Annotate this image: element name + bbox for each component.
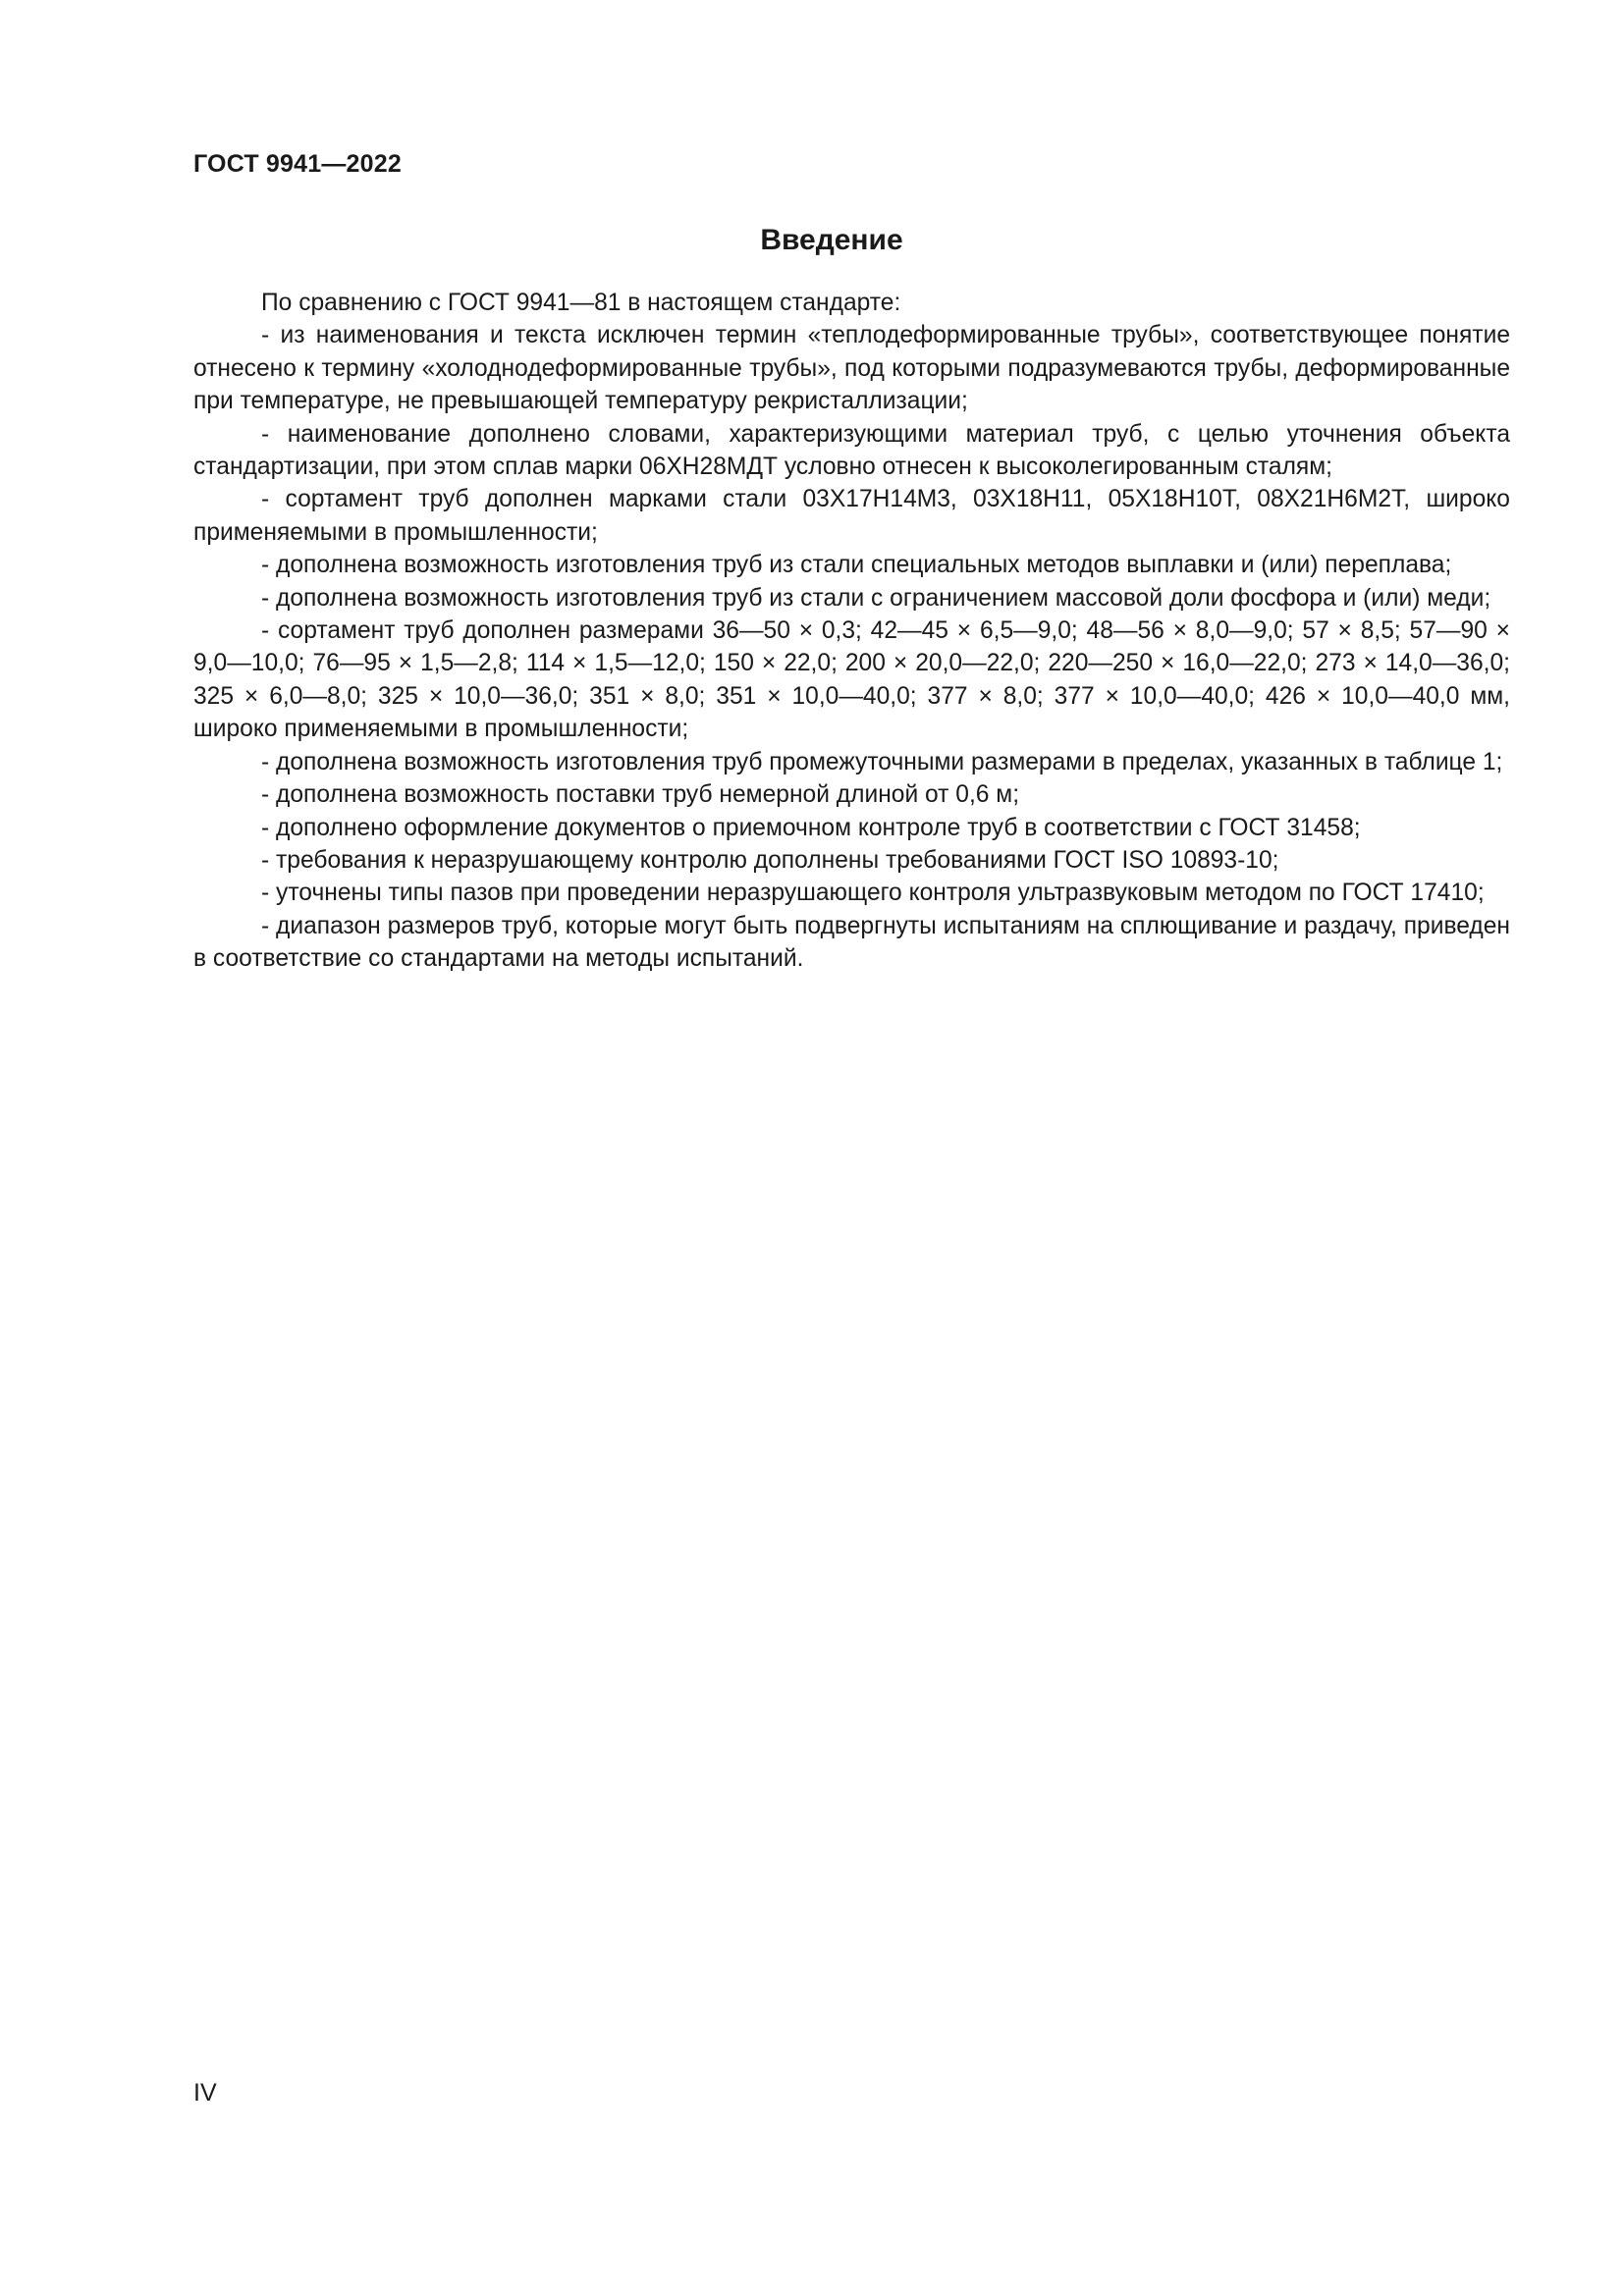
- page-number: IV: [193, 2079, 217, 2107]
- change-item-sizes: - сортамент труб дополнен размерами 36—50 × 0,3; 42—45 × 6,5—9,0; 48—56 × 8,0—9,0; 57 × 8,5; 57—90 × 9,0—10,0; 76—95 × 1,5—2,8; 114 × 1,5—12,0; 150 × 22,0; 200 × 20,0—22,0; 220—250 × 16,0—22,0; 273 × 14,0—36,0; 325 × 6,0—8,0; 325 × 10,0—36,0; 351 × 8,0; 351 × 10,0—40,0; 377 × 8,0; 377 × 10,0—40,0; 426 × 10,0—40,0 мм, широко применяемыми в промышленности;: [193, 617, 1510, 743]
- change-item-notch-types: - уточнены типы пазов при проведении неразрушающего контроля ультразвуковым методом по ГОСТ 17410;: [261, 880, 1485, 907]
- change-item-test-size-range: - диапазон размеров труб, которые могут быть подвергнуты испытаниям на сплющивание и раздачу, приведен в соответствие со стандартами на методы испытаний.: [193, 912, 1510, 973]
- change-item-intermediate-sizes: - дополнена возможность изготовления труб промежуточными размерами в пределах, указанных в таблице 1;: [261, 748, 1503, 775]
- change-item-steel-grades: - сортамент труб дополнен марками стали 03Х17Н14М3, 03Х18Н11, 05Х18Н10Т, 08Х21Н6М2Т, широко применяемыми в промышленности;: [193, 486, 1510, 546]
- change-item-melting-methods: - дополнена возможность изготовления труб из стали специальных методов выплавки и (или) переплава;: [261, 552, 1452, 579]
- change-item-phosphorus-copper: - дополнена возможность изготовления труб из стали с ограничением массовой доли фосфора и (или) меди;: [261, 584, 1491, 612]
- change-item-acceptance-documents: - дополнено оформление документов о приемочном контроле труб в соответствии с ГОСТ 31458;: [261, 814, 1361, 841]
- change-item-random-length: - дополнена возможность поставки труб немерной длиной от 0,6 м;: [261, 781, 1020, 809]
- change-item-term-excluded: - из наименования и текста исключен термин «теплодеформированные трубы», соответствующее понятие отнесено к термину «холоднодеформированные трубы», под которыми подразумеваются трубы, деформированные при температуре, не превышающей температуру рекристаллизации;: [193, 322, 1510, 415]
- change-item-ndt-requirements: - требования к неразрушающему контролю дополнены требованиями ГОСТ ISO 10893-10;: [261, 846, 1279, 874]
- section-title: Введение: [760, 224, 903, 256]
- intro-paragraph: По сравнению с ГОСТ 9941—81 в настоящем стандарте:: [261, 290, 901, 316]
- document-code-header: ГОСТ 9941—2022: [193, 150, 402, 178]
- introduction-body: [193, 287, 1510, 976]
- change-item-name-extended: - наименование дополнено словами, характеризующими материал труб, с целью уточнения объекта стандартизации, при этом сплав марки 06ХН28МДТ условно отнесен к высоколегированным сталям;: [193, 420, 1510, 481]
